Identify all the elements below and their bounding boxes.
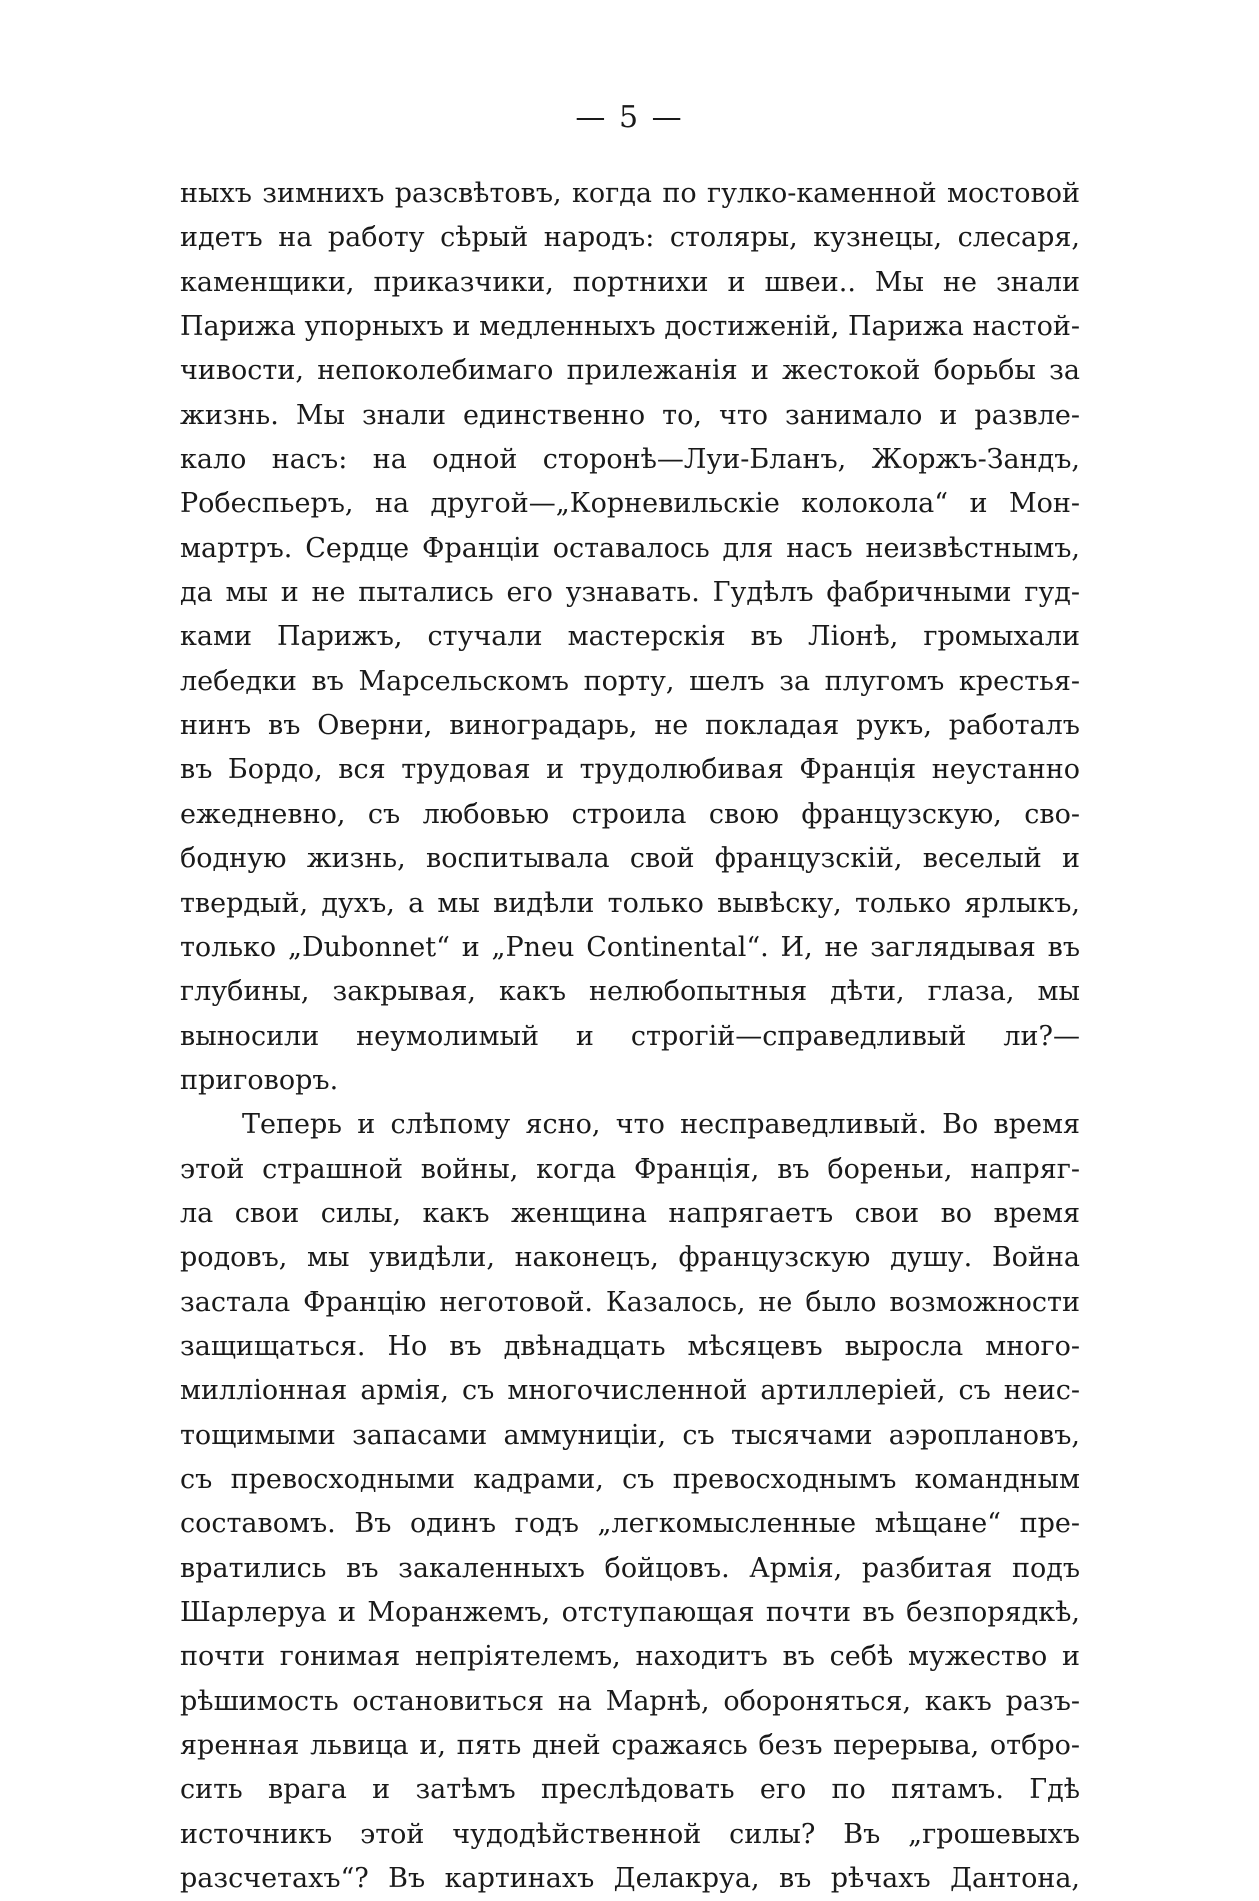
text-line: Парижа упорныхъ и медленныхъ достиженій, Парижа настой-	[180, 311, 1080, 343]
text-line: глубины, закрывая, какъ нелюбопытныя дѣти, глаза, мы	[180, 976, 1080, 1008]
text-line: составомъ. Въ одинъ годъ „легкомысленные мѣщане“ пре-	[180, 1508, 1080, 1540]
text-line: лебедки въ Марсельскомъ порту, шелъ за плугомъ крестья-	[180, 665, 1080, 697]
text-line: разсчетахъ“? Въ картинахъ Делакруа, въ рѣчахъ Дантона,	[180, 1863, 1080, 1895]
text-line: бодную жизнь, воспитывала свой французскій, веселый и	[180, 843, 1080, 875]
text-line: ныхъ зимнихъ разсвѣтовъ, когда по гулко-каменной мостовой	[180, 178, 1080, 209]
text-line: тощимыми запасами аммуниціи, съ тысячами аэроплановъ,	[180, 1419, 1080, 1451]
text-line: чивости, непоколебимаго прилежанія и жестокой борьбы за	[180, 355, 1080, 387]
paragraph-start-line: Теперь и слѣпому ясно, что несправедливый. Во время	[242, 1109, 1080, 1141]
text-line: идетъ на работу сѣрый народъ: столяры, кузнецы, слесаря,	[180, 222, 1080, 254]
text-line: ежедневно, съ любовью строила свою французскую, сво-	[180, 798, 1080, 830]
text-line: да мы и не пытались его узнавать. Гудѣлъ фабричными гуд-	[180, 577, 1080, 609]
text-line: сить врага и затѣмъ преслѣдовать его по пятамъ. Гдѣ	[180, 1774, 1080, 1806]
text-line: родовъ, мы увидѣли, наконецъ, французскую душу. Война	[180, 1242, 1080, 1274]
text-line: милліонная армія, съ многочисленной артиллеріей, съ неис-	[180, 1375, 1080, 1407]
text-line: рѣшимость остановиться на Марнѣ, обороняться, какъ разъ-	[180, 1685, 1080, 1717]
text-line: съ превосходными кадрами, съ превосходнымъ командным	[180, 1463, 1080, 1495]
text-line: ла свои силы, какъ женщина напрягаетъ свои во время	[180, 1197, 1080, 1229]
paragraph-end-line: приговоръ.	[180, 1064, 339, 1096]
text-line: Шарлеруа и Моранжемъ, отступающая почти въ безпорядкѣ,	[180, 1597, 1080, 1628]
text-line: кало насъ: на одной сторонѣ—Луи-Бланъ, Жоржъ-Зандъ,	[180, 444, 1080, 476]
text-line: выносили неумолимый и строгій—справедливый ли?—	[180, 1020, 1080, 1052]
text-line: твердый, духъ, а мы видѣли только вывѣску, только ярлыкъ,	[180, 887, 1080, 919]
text-line: жизнь. Мы знали единственно то, что занимало и развле-	[180, 399, 1080, 431]
text-line: защищаться. Но въ двѣнадцать мѣсяцевъ выросла много-	[180, 1330, 1080, 1362]
text-line: вратились въ закаленныхъ бойцовъ. Армія, разбитая подъ	[180, 1552, 1080, 1584]
text-line: застала Францію неготовой. Казалось, не было возможности	[180, 1286, 1080, 1318]
body-text	[180, 172, 1080, 1901]
text-line: мартръ. Сердце Франціи оставалось для насъ неизвѣстнымъ,	[180, 532, 1080, 564]
page-number: — 5 —	[575, 100, 684, 135]
text-line: нинъ въ Оверни, виноградарь, не покладая рукъ, работалъ	[180, 710, 1080, 742]
text-line: каменщики, приказчики, портнихи и швеи.. Мы не знали	[180, 266, 1080, 298]
text-line: почти гонимая непріятелемъ, находитъ въ себѣ мужество и	[180, 1641, 1080, 1673]
text-line: источникъ этой чудодѣйственной силы? Въ „грошевыхъ	[180, 1818, 1080, 1850]
text-line: ками Парижъ, стучали мастерскія въ Ліонѣ, громыхали	[180, 621, 1080, 653]
text-line: только „Dubonnet“ и „Pneu Continental“. И, не заглядывая въ	[180, 931, 1080, 963]
text-line: въ Бордо, вся трудовая и трудолюбивая Франція неустанно	[180, 754, 1080, 786]
text-line: Робеспьеръ, на другой—„Корневильскіе колокола“ и Мон-	[180, 488, 1080, 520]
text-line: этой страшной войны, когда Франція, въ бореньи, напряг-	[180, 1153, 1080, 1185]
text-line: яренная львица и, пять дней сражаясь безъ перерыва, отбро-	[180, 1730, 1080, 1762]
